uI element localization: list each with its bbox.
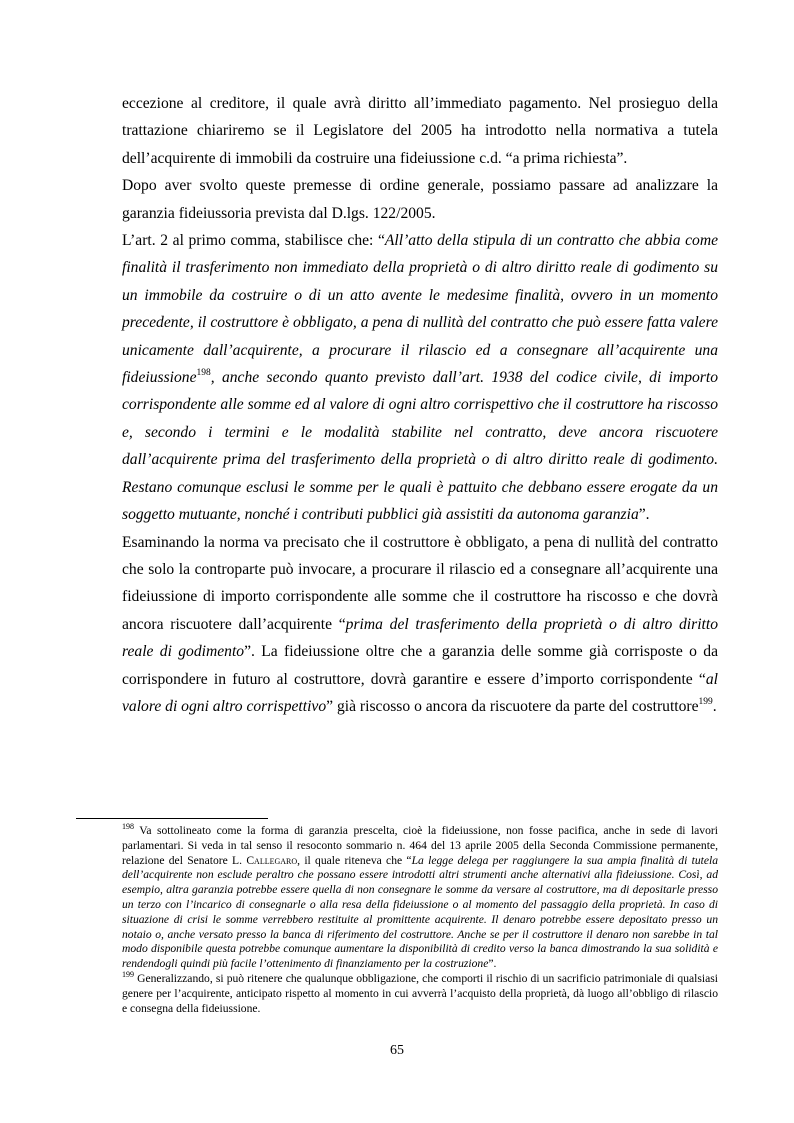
paragraph-4-quote-1: prima del trasferimento della proprietà o di altro diritto reale di godimento [122, 615, 719, 661]
paragraph-4 [122, 529, 718, 721]
footnote-199 [122, 972, 718, 1016]
footnotes [122, 824, 718, 1016]
paragraph-3-close: ”. [638, 506, 650, 524]
paragraph-1 [122, 90, 718, 172]
statute-quote-part-2: , anche secondo quanto previsto dall’art. 1938 del codice civile, di importo corrispondente alle somme ed al valore di ogni altro corrispettivo che il costruttore ha riscosso e, secondo i termini e le modalità stabilite nel contratto, deve ancora riscuotere dall’acquirente prima del trasferimento della proprietà o di altro diritto reale di godimento. Restano comunque esclusi le somme per le quali è pattuito che debbano essere erogate da un soggetto mutuante, nonché i contributi pubblici già assistiti da autonoma garanzia [122, 369, 718, 524]
footnote-198-author: Callegaro [246, 853, 298, 867]
paragraph-4-part-b: ”. La fideiussione oltre che a garanzia delle somme già corrisposte o da corrispondere in futuro al costruttore, dovrà garantire e essere d’importo corrispondente “ [122, 643, 718, 688]
footnote-ref-199[interactable]: 199 [698, 696, 713, 707]
paragraph-4-quote-2: al valore di ogni altro corrispettivo [122, 670, 718, 715]
statute-quote-part-1: All’atto della stipula di un contratto che abbia come finalità il trasferimento non immediato della proprietà o di altro diritto reale di godimento su un immobile da costruire o di un atto avente le medesime finalità, ovvero in un momento precedente, il costruttore è obbligato, a pena di nullità del contratto che può essere fatta valere unicamente dall’acquirente, a procurare il rilascio ed a consegnare all’acquirente una fideiussione [122, 232, 718, 387]
paragraph-2-text: Dopo aver svolto queste premesse di ordine generale, possiamo passare ad analizzare la garanzia fideiussoria prevista dal D.lgs. 122/2005. [122, 177, 718, 222]
paragraph-2 [122, 172, 718, 227]
paragraph-1-text: eccezione al creditore, il quale avrà diritto all’immediato pagamento. Nel prosieguo della trattazione chiariremo se il Legislatore del 2005 ha introdotto nella normativa a tutela dell’acquirente di immobili da costruire una fideiussione c.d. “a prima richiesta”. [122, 95, 718, 167]
page-number: 65 [390, 1043, 404, 1058]
paragraph-4-part-c: ” già riscosso o ancora da riscuotere da parte del costruttore [326, 697, 699, 715]
footnote-198-text-a: Va sottolineato come la forma di garanzia prescelta, cioè la fideiussione, non fosse pacifica, anche in sede di lavori parlamentari. Si veda in tal senso il resoconto sommario n. 464 del 13 aprile 2005 della Seconda Commissione permanente, relazione del Senatore L. [122, 824, 718, 867]
footnote-198-quote: La legge delega per raggiungere la sua ampia finalità di tutela dell’acquirente non esclude peraltro che possano essere introdotti altri strumenti anche alternativi alla fideiussione. Così, ad esempio, altra garanzia potrebbe essere quella di non consegnare le somme da versare al costruttore, ma di depositarle presso un terzo con l’incarico di consegnarle o alla resa della fideiussione o al momento del passaggio della proprietà. In caso di situazione di crisi le somme verrebbero restituite al promittente acquirente. Il denaro potrebbe essere depositato presso un notaio o, anche versato presso la banca di riferimento del costruttore. Anche se per il costruttore il denaro non sarebbe in tal modo disponibile questa potrebbe comunque aumentare la disponibilità di credito verso la banca dimostrando la sua solidità e rendendogli quindi più facile l’ottenimento di finanziamento per la costruzione [122, 853, 719, 971]
paragraph-4-end: . [712, 697, 717, 715]
paragraph-3 [122, 227, 718, 528]
paragraph-4-part-a: Esaminando la norma va precisato che il costruttore è obbligato, a pena di nullità del contratto che solo la controparte può invocare, a procurare il rilascio ed a consegnare all’acquirente una fideiussione di importo corrispondente alle somme che il costruttore ha riscosso e che dovrà ancora riscuotere dall’acquirente “ [122, 533, 718, 633]
footnote-198 [122, 824, 718, 972]
footnote-198-close: ”. [488, 957, 497, 971]
footnote-199-number: 199 [122, 970, 134, 980]
footnote-199-text: Generalizzando, si può ritenere che qualunque obbligazione, che comporti il rischio di un sacrificio patrimoniale di qualsiasi genere per l’acquirente, anticipato rispetto al momento in cui avverrà l’acquisto della proprietà, dà luogo all’obbligo di rilascio e consegna della fideiussione. [122, 971, 718, 1015]
footnote-198-text-b: , il quale riteneva che “ [297, 853, 412, 867]
footnote-ref-198[interactable]: 198 [196, 367, 211, 378]
paragraph-3-lead: L’art. 2 al primo comma, stabilisce che: “ [122, 232, 385, 250]
footnote-198-number: 198 [122, 822, 134, 832]
body-text [122, 90, 718, 720]
footnote-separator [76, 818, 268, 819]
